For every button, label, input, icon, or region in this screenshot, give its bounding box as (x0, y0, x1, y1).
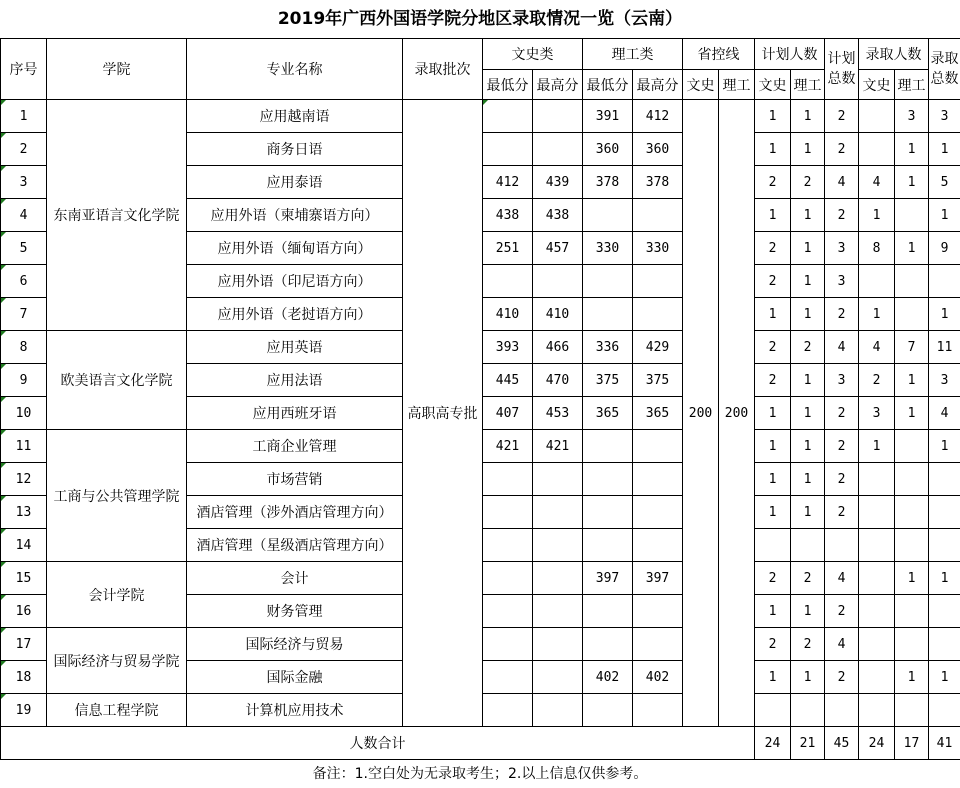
plan-arts (755, 529, 791, 562)
science-max-score (633, 265, 683, 298)
admit-total: 3 (929, 100, 960, 133)
plan-total: 3 (825, 232, 859, 265)
science-min-score (583, 628, 633, 661)
admit-arts: 1 (859, 430, 895, 463)
arts-min-score (483, 628, 533, 661)
science-max-score: 429 (633, 331, 683, 364)
science-min-score (583, 463, 633, 496)
plan-arts: 1 (755, 430, 791, 463)
plan-science: 1 (791, 496, 825, 529)
admit-arts (859, 661, 895, 694)
admit-total (929, 529, 960, 562)
admit-arts: 2 (859, 364, 895, 397)
header-science: 理工类 (583, 39, 683, 70)
admit-arts: 4 (859, 331, 895, 364)
admit-science: 1 (895, 562, 929, 595)
major-name: 应用外语（缅甸语方向） (187, 232, 403, 265)
plan-total: 2 (825, 100, 859, 133)
admit-science (895, 694, 929, 727)
plan-arts: 1 (755, 496, 791, 529)
row-seq: 4 (1, 199, 47, 232)
major-name: 市场营销 (187, 463, 403, 496)
science-min-score: 360 (583, 133, 633, 166)
row-seq: 15 (1, 562, 47, 595)
science-min-score: 378 (583, 166, 633, 199)
arts-min-score (483, 265, 533, 298)
major-name: 会计 (187, 562, 403, 595)
plan-total: 4 (825, 331, 859, 364)
header-arts-max: 最高分 (533, 70, 583, 100)
science-min-score (583, 199, 633, 232)
admit-total: 11 (929, 331, 960, 364)
arts-min-score (483, 496, 533, 529)
plan-total: 4 (825, 562, 859, 595)
admission-batch: 高职高专批 (403, 100, 483, 727)
row-seq: 14 (1, 529, 47, 562)
admit-science (895, 628, 929, 661)
arts-min-score (483, 595, 533, 628)
arts-min-score: 407 (483, 397, 533, 430)
header-control-science: 理工 (719, 70, 755, 100)
science-min-score (583, 529, 633, 562)
totals-label: 人数合计 (1, 727, 755, 760)
science-min-score (583, 430, 633, 463)
admit-total (929, 463, 960, 496)
arts-max-score (533, 133, 583, 166)
plan-arts: 1 (755, 298, 791, 331)
admit-total (929, 496, 960, 529)
arts-max-score (533, 529, 583, 562)
admit-science (895, 595, 929, 628)
plan-total (825, 694, 859, 727)
plan-science: 1 (791, 265, 825, 298)
plan-science: 1 (791, 661, 825, 694)
plan-arts: 2 (755, 562, 791, 595)
arts-max-score (533, 496, 583, 529)
science-min-score: 365 (583, 397, 633, 430)
major-name: 国际经济与贸易 (187, 628, 403, 661)
admit-total (929, 265, 960, 298)
plan-science: 2 (791, 628, 825, 661)
total-plan-total: 45 (825, 727, 859, 760)
arts-min-score (483, 661, 533, 694)
admit-total: 1 (929, 430, 960, 463)
header-plan-science: 理工 (791, 70, 825, 100)
header-admit-total: 录取总数 (929, 39, 960, 100)
plan-science: 1 (791, 298, 825, 331)
arts-min-score (483, 463, 533, 496)
plan-science (791, 529, 825, 562)
science-max-score (633, 199, 683, 232)
college-name: 信息工程学院 (47, 694, 187, 727)
admit-arts (859, 694, 895, 727)
major-name: 应用法语 (187, 364, 403, 397)
admit-arts (859, 100, 895, 133)
arts-max-score: 457 (533, 232, 583, 265)
science-max-score: 402 (633, 661, 683, 694)
header-admit: 录取人数 (859, 39, 929, 70)
plan-total: 4 (825, 166, 859, 199)
plan-arts: 2 (755, 232, 791, 265)
row-seq: 9 (1, 364, 47, 397)
college-name: 欧美语言文化学院 (47, 331, 187, 430)
plan-science: 1 (791, 595, 825, 628)
science-max-score: 330 (633, 232, 683, 265)
header-admit-science: 理工 (895, 70, 929, 100)
science-max-score: 378 (633, 166, 683, 199)
science-min-score (583, 694, 633, 727)
science-max-score (633, 298, 683, 331)
science-max-score (633, 496, 683, 529)
header-science-min: 最低分 (583, 70, 633, 100)
arts-max-score (533, 463, 583, 496)
science-min-score: 402 (583, 661, 633, 694)
arts-max-score: 453 (533, 397, 583, 430)
row-seq: 18 (1, 661, 47, 694)
arts-min-score: 410 (483, 298, 533, 331)
admit-science (895, 529, 929, 562)
plan-total: 2 (825, 595, 859, 628)
admit-arts: 4 (859, 166, 895, 199)
admit-science (895, 199, 929, 232)
plan-science: 1 (791, 397, 825, 430)
total-admit-total: 41 (929, 727, 960, 760)
arts-max-score (533, 265, 583, 298)
plan-science: 1 (791, 232, 825, 265)
row-seq: 3 (1, 166, 47, 199)
admit-science (895, 496, 929, 529)
admit-total: 1 (929, 562, 960, 595)
header-plan: 计划人数 (755, 39, 825, 70)
admit-total: 5 (929, 166, 960, 199)
science-min-score (583, 298, 633, 331)
plan-total: 2 (825, 430, 859, 463)
header-science-max: 最高分 (633, 70, 683, 100)
plan-total: 2 (825, 298, 859, 331)
plan-arts: 1 (755, 397, 791, 430)
header-college: 学院 (47, 39, 187, 100)
row-seq: 19 (1, 694, 47, 727)
arts-min-score: 438 (483, 199, 533, 232)
plan-total (825, 529, 859, 562)
arts-max-score: 410 (533, 298, 583, 331)
admit-total: 1 (929, 199, 960, 232)
arts-max-score (533, 694, 583, 727)
admit-science: 1 (895, 166, 929, 199)
plan-science: 1 (791, 430, 825, 463)
plan-total: 2 (825, 463, 859, 496)
arts-min-score (483, 529, 533, 562)
header-control-line: 省控线 (683, 39, 755, 70)
header-arts-min: 最低分 (483, 70, 533, 100)
science-min-score: 391 (583, 100, 633, 133)
control-line-arts: 200 (683, 100, 719, 727)
arts-max-score: 470 (533, 364, 583, 397)
arts-max-score: 466 (533, 331, 583, 364)
science-max-score: 375 (633, 364, 683, 397)
major-name: 酒店管理（涉外酒店管理方向） (187, 496, 403, 529)
header-control-arts: 文史 (683, 70, 719, 100)
college-name: 工商与公共管理学院 (47, 430, 187, 562)
admit-total: 3 (929, 364, 960, 397)
total-plan-arts: 24 (755, 727, 791, 760)
plan-science: 1 (791, 463, 825, 496)
row-seq: 2 (1, 133, 47, 166)
science-min-score: 375 (583, 364, 633, 397)
control-line-science: 200 (719, 100, 755, 727)
row-seq: 10 (1, 397, 47, 430)
science-max-score: 365 (633, 397, 683, 430)
plan-arts: 1 (755, 199, 791, 232)
major-name: 工商企业管理 (187, 430, 403, 463)
header-plan-total: 计划总数 (825, 39, 859, 100)
arts-min-score: 393 (483, 331, 533, 364)
total-admit-science: 17 (895, 727, 929, 760)
major-name: 应用西班牙语 (187, 397, 403, 430)
plan-total: 2 (825, 133, 859, 166)
row-seq: 12 (1, 463, 47, 496)
admit-arts (859, 133, 895, 166)
row-seq: 7 (1, 298, 47, 331)
arts-max-score (533, 100, 583, 133)
row-seq: 8 (1, 331, 47, 364)
row-seq: 16 (1, 595, 47, 628)
plan-arts: 2 (755, 628, 791, 661)
admit-arts (859, 265, 895, 298)
plan-total: 3 (825, 364, 859, 397)
science-max-score (633, 628, 683, 661)
plan-arts: 2 (755, 331, 791, 364)
admit-science (895, 265, 929, 298)
science-max-score (633, 694, 683, 727)
admit-arts (859, 529, 895, 562)
major-name: 应用英语 (187, 331, 403, 364)
admit-arts (859, 562, 895, 595)
major-name: 应用外语（老挝语方向） (187, 298, 403, 331)
admit-arts (859, 496, 895, 529)
college-name: 国际经济与贸易学院 (47, 628, 187, 694)
arts-min-score (483, 562, 533, 595)
plan-arts: 1 (755, 463, 791, 496)
arts-max-score: 439 (533, 166, 583, 199)
plan-science: 2 (791, 331, 825, 364)
row-seq: 5 (1, 232, 47, 265)
admit-science: 1 (895, 232, 929, 265)
row-seq: 11 (1, 430, 47, 463)
major-name: 应用泰语 (187, 166, 403, 199)
plan-arts: 1 (755, 133, 791, 166)
plan-arts: 1 (755, 595, 791, 628)
plan-science: 2 (791, 562, 825, 595)
admit-total: 4 (929, 397, 960, 430)
plan-arts: 2 (755, 364, 791, 397)
arts-min-score: 412 (483, 166, 533, 199)
admit-arts (859, 463, 895, 496)
major-name: 应用外语（印尼语方向） (187, 265, 403, 298)
arts-max-score (533, 595, 583, 628)
admit-arts (859, 628, 895, 661)
row-seq: 6 (1, 265, 47, 298)
row-seq: 13 (1, 496, 47, 529)
admit-total (929, 694, 960, 727)
college-name: 会计学院 (47, 562, 187, 628)
major-name: 应用越南语 (187, 100, 403, 133)
plan-total: 2 (825, 199, 859, 232)
admit-science: 3 (895, 100, 929, 133)
arts-max-score: 438 (533, 199, 583, 232)
science-min-score (583, 265, 633, 298)
admit-science: 1 (895, 364, 929, 397)
arts-max-score (533, 628, 583, 661)
row-seq: 17 (1, 628, 47, 661)
plan-total: 2 (825, 496, 859, 529)
plan-science: 1 (791, 199, 825, 232)
plan-arts: 2 (755, 166, 791, 199)
plan-science: 2 (791, 166, 825, 199)
admit-arts (859, 595, 895, 628)
admit-total (929, 595, 960, 628)
header-plan-arts: 文史 (755, 70, 791, 100)
arts-min-score (483, 133, 533, 166)
arts-min-score (483, 694, 533, 727)
row-seq: 1 (1, 100, 47, 133)
admit-science (895, 463, 929, 496)
science-min-score (583, 595, 633, 628)
plan-science: 1 (791, 100, 825, 133)
science-min-score (583, 496, 633, 529)
science-max-score: 360 (633, 133, 683, 166)
science-max-score: 412 (633, 100, 683, 133)
science-max-score (633, 463, 683, 496)
admit-arts: 8 (859, 232, 895, 265)
science-max-score (633, 595, 683, 628)
header-arts: 文史类 (483, 39, 583, 70)
admit-science: 1 (895, 661, 929, 694)
major-name: 财务管理 (187, 595, 403, 628)
science-max-score: 397 (633, 562, 683, 595)
admit-science (895, 298, 929, 331)
science-max-score (633, 430, 683, 463)
plan-total: 3 (825, 265, 859, 298)
header-seq: 序号 (1, 39, 47, 100)
science-max-score (633, 529, 683, 562)
header-admit-arts: 文史 (859, 70, 895, 100)
major-name: 应用外语（柬埔寨语方向） (187, 199, 403, 232)
admit-total: 9 (929, 232, 960, 265)
page-title: 2019年广西外国语学院分地区录取情况一览（云南） (0, 0, 960, 38)
science-min-score: 397 (583, 562, 633, 595)
plan-arts (755, 694, 791, 727)
plan-arts: 2 (755, 265, 791, 298)
science-min-score: 336 (583, 331, 633, 364)
plan-science: 1 (791, 133, 825, 166)
plan-total: 2 (825, 397, 859, 430)
header-major: 专业名称 (187, 39, 403, 100)
admit-science (895, 430, 929, 463)
arts-max-score: 421 (533, 430, 583, 463)
arts-max-score (533, 661, 583, 694)
science-min-score: 330 (583, 232, 633, 265)
arts-min-score: 445 (483, 364, 533, 397)
table-row (1, 100, 960, 133)
major-name: 酒店管理（星级酒店管理方向） (187, 529, 403, 562)
plan-science: 1 (791, 364, 825, 397)
admit-arts: 1 (859, 199, 895, 232)
arts-max-score (533, 562, 583, 595)
major-name: 商务日语 (187, 133, 403, 166)
header-batch: 录取批次 (403, 39, 483, 100)
admit-science: 1 (895, 397, 929, 430)
admit-total: 1 (929, 298, 960, 331)
major-name: 国际金融 (187, 661, 403, 694)
plan-total: 4 (825, 628, 859, 661)
admit-arts: 1 (859, 298, 895, 331)
admit-arts: 3 (859, 397, 895, 430)
plan-total: 2 (825, 661, 859, 694)
total-plan-science: 21 (791, 727, 825, 760)
table-body (1, 100, 960, 727)
plan-science (791, 694, 825, 727)
admission-table (0, 38, 960, 760)
admit-total: 1 (929, 661, 960, 694)
arts-min-score: 251 (483, 232, 533, 265)
college-name: 东南亚语言文化学院 (47, 100, 187, 331)
admit-total (929, 628, 960, 661)
plan-arts: 1 (755, 661, 791, 694)
admit-science: 1 (895, 133, 929, 166)
major-name: 计算机应用技术 (187, 694, 403, 727)
arts-min-score: 421 (483, 430, 533, 463)
admit-total: 1 (929, 133, 960, 166)
arts-min-score (483, 100, 533, 133)
plan-arts: 1 (755, 100, 791, 133)
footnote: 备注：1.空白处为无录取考生；2.以上信息仅供参考。 (0, 760, 960, 788)
admit-science: 7 (895, 331, 929, 364)
total-admit-arts: 24 (859, 727, 895, 760)
